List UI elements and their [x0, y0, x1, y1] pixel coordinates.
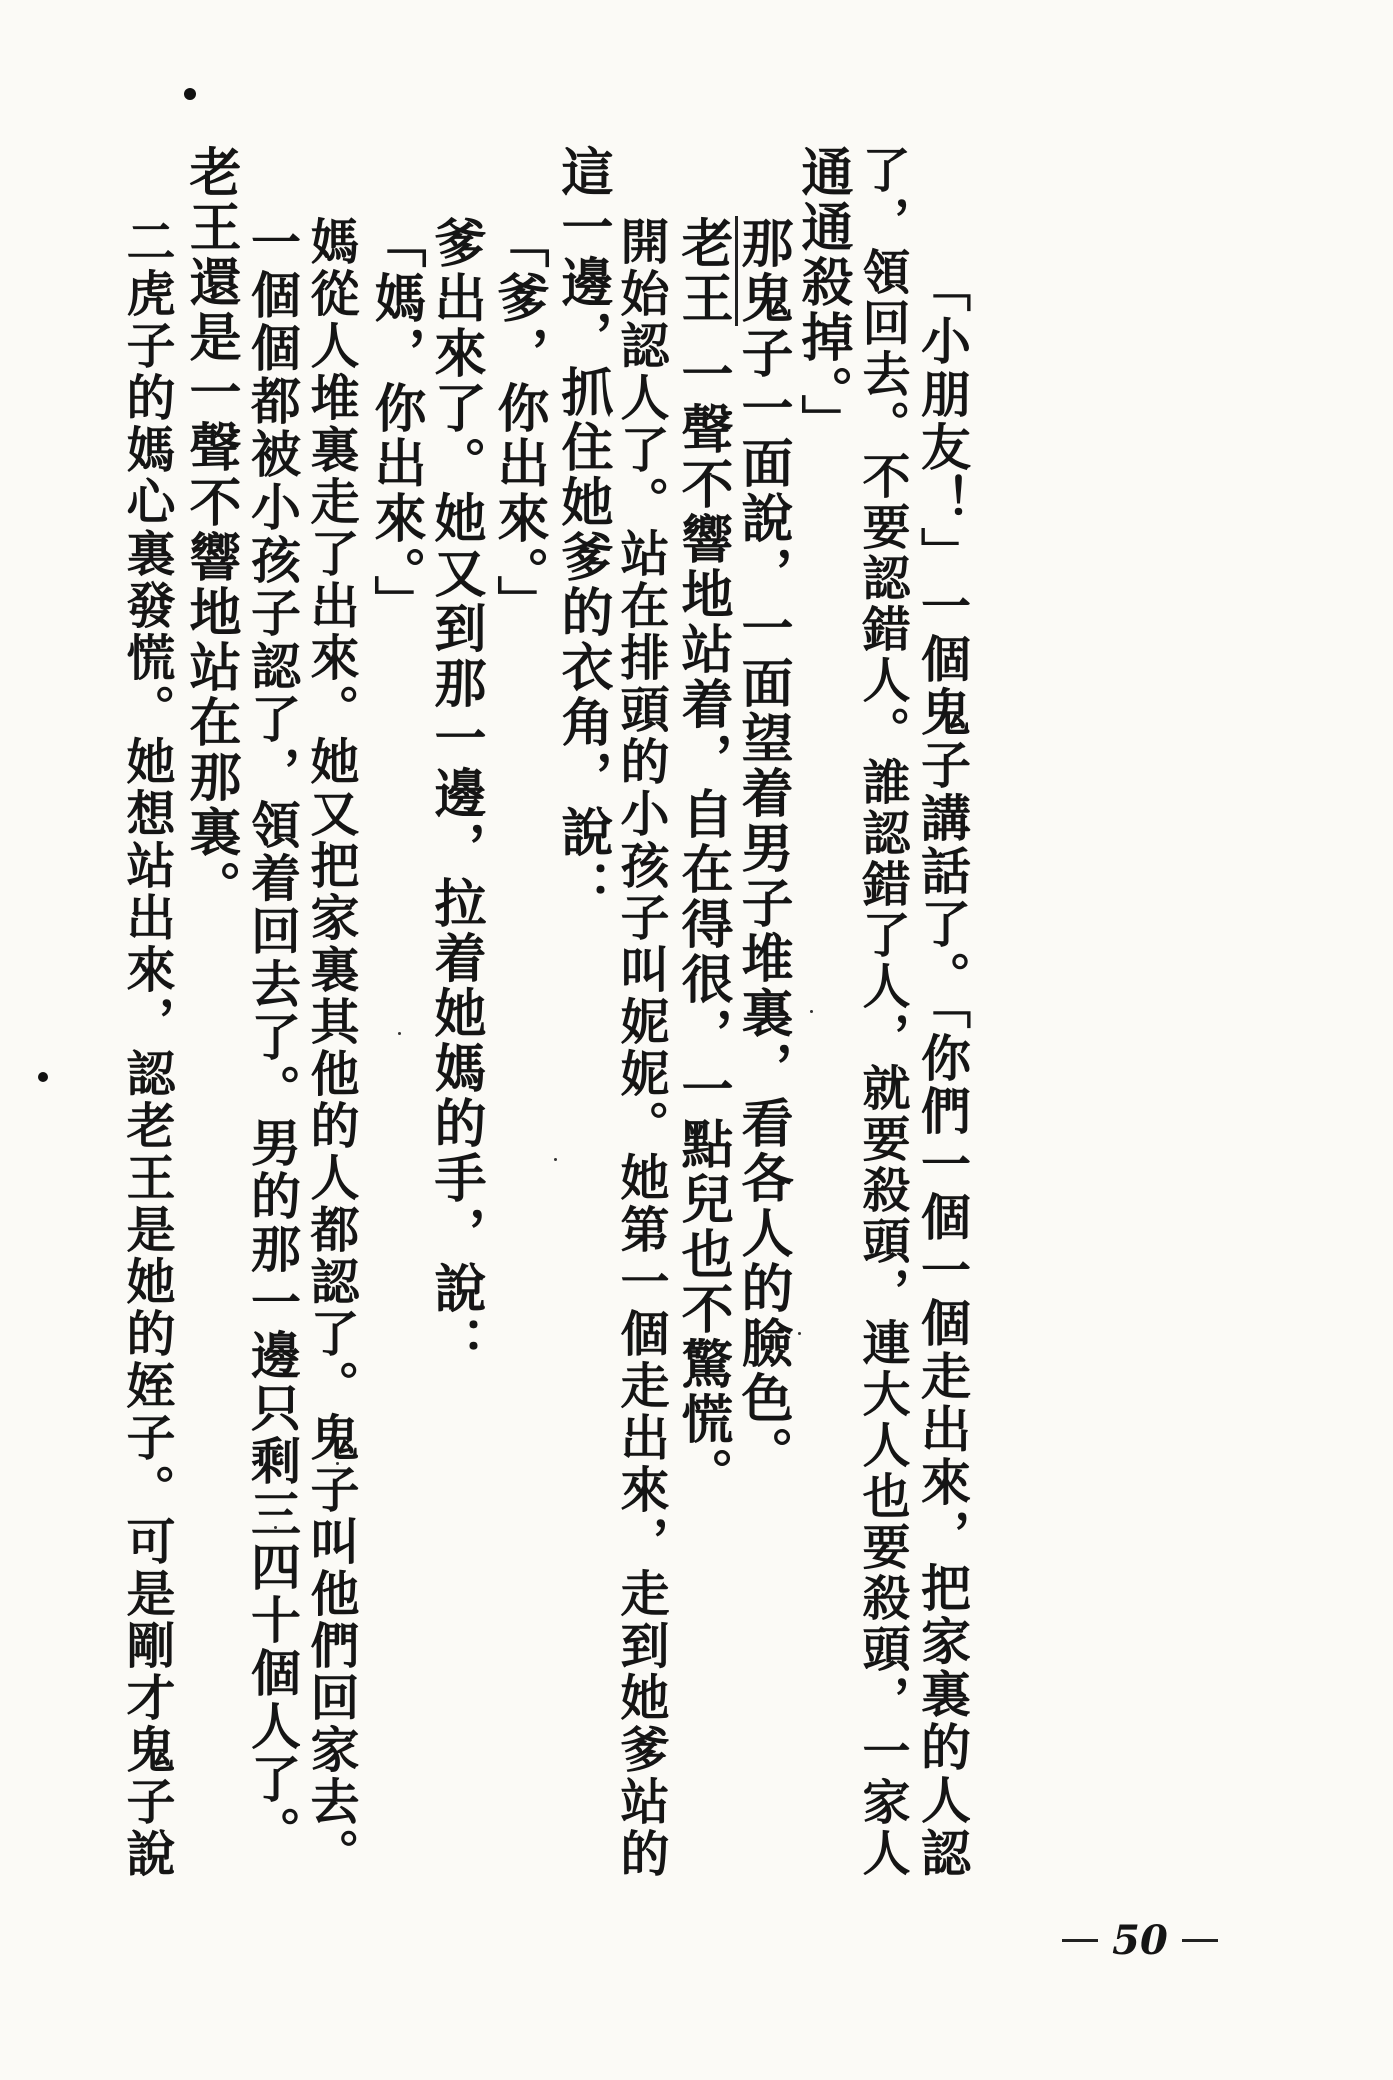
- ink-speck: [398, 1032, 401, 1035]
- text-column-5: [672, 216, 732, 1502]
- name-underline-lao-wang: 老王: [672, 216, 738, 326]
- ink-speck: [554, 1158, 557, 1161]
- text-column-7: 這一邊，抓住她爹的衣角，說：: [552, 145, 613, 915]
- text-column-14: 二虎子的媽心裏發慌。她想站出來，認老王是她的姪子。可是剛才鬼子說: [119, 216, 177, 1880]
- text-column-5-text: 一聲不響地站着，自在得很，一點兒也不驚慌。: [672, 347, 733, 1503]
- text-column-9: 爹出來了。她又到那一邊，拉着她媽的手，說：: [425, 216, 486, 1371]
- page-number-dash-right: [1182, 1939, 1218, 1942]
- page-number-dash-left: [1062, 1939, 1098, 1942]
- text-column-2: 了，領回去。不要認錯人。誰認錯了人，就要殺頭，連大人也要殺頭，一家人: [854, 145, 910, 1879]
- page-number-value: 50: [1112, 1916, 1168, 1964]
- text-column-11: 媽從人堆裏走了出來。她又把家裏其他的人都認了。鬼子叫他們回家去。: [303, 216, 361, 1880]
- text-column-10: 「媽，你出來。」: [365, 216, 426, 630]
- text-column-3: 通通殺掉。」: [792, 145, 853, 449]
- ink-speck: [810, 1010, 813, 1013]
- text-column-6: 開始認人了。站在排頭的小孩子叫妮妮。她第一個走出來，走到她爹站的: [613, 216, 671, 1880]
- text-column-8: 「爹，你出來。」: [488, 216, 549, 630]
- page-number: [1050, 1910, 1230, 1970]
- ink-dot: [38, 1072, 48, 1082]
- ink-dot: [184, 88, 196, 100]
- text-column-4: 那鬼子一面說，一面望着男子堆裏，看各人的臉色。: [732, 216, 793, 1481]
- text-column-12: 一個個都被小孩子認了，領着回去了。男的那一邊只剩三四十個人了。: [243, 216, 302, 1859]
- text-column-1: 「小朋友！」一個鬼子講話了。「你們一個一個走出來，把家裏的人認: [913, 262, 972, 1880]
- text-column-13: 老王還是一聲不響地站在那裏。: [180, 145, 241, 915]
- ink-speck: [798, 1332, 801, 1335]
